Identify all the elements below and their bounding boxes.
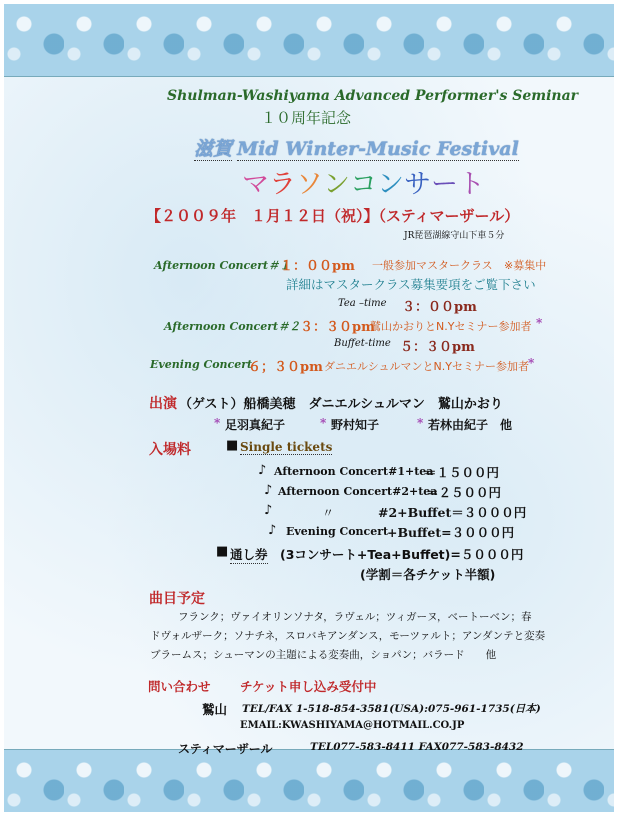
afternoon2-time: ３：３０pm — [300, 320, 375, 335]
marathon-title-char: ン — [323, 169, 350, 200]
afternoon1-label: Afternoon Concert＃１ — [154, 259, 291, 272]
date-venue: 【２００９年 １月１２日（祝）】（スティマーザール） — [146, 207, 520, 225]
single-tickets-label: Single tickets — [240, 440, 333, 454]
afternoon1-time: １：００pm — [280, 259, 355, 274]
buffet-label: Buffet-time — [334, 338, 391, 349]
contact-name-venue: スティマーザール — [178, 742, 273, 756]
repertoire-line: フランク；ヴァイオリンソナタ，ラヴェル；ツィガーヌ，ベートーベン；春 — [178, 611, 532, 623]
ticket-sales-note: チケット申し込み受付中 — [240, 679, 377, 694]
repertoire-line: ブラームス；シューマンの主題による変奏曲，ショパン；バラード 他 — [150, 649, 497, 661]
contact-phone-venue: TEL077-583-8411 FAX077-583-8432 — [310, 741, 524, 753]
ticket-note-icon: ♪ — [264, 483, 273, 498]
anniversary-text: １０周年記念 — [261, 109, 352, 127]
afternoon2-star: * — [536, 316, 543, 330]
evening-desc: ダニエルシュルマンとN.Yセミナー参加者 — [324, 360, 529, 373]
evening-label: Evening Concert — [150, 358, 253, 371]
guest-performers: （ゲスト）船橋美穂 ダニエルシュルマン 鷲山かおり — [179, 397, 503, 412]
ticket1-price: ＝１５００円 — [424, 465, 500, 480]
marathon-title-char: サ — [404, 169, 431, 200]
evening-star: * — [528, 356, 535, 370]
ticket3-price: #2+Buffet＝３０００円 — [378, 505, 527, 520]
festival-title — [194, 134, 519, 161]
pass-label: 通し券 — [230, 547, 268, 562]
top-divider — [4, 76, 614, 77]
bottom-paisley-border — [4, 750, 614, 812]
ticket-note-icon: ♪ — [258, 463, 267, 478]
tea-time: ３：００pm — [402, 300, 477, 315]
performer1-star: * — [214, 416, 221, 430]
contact-phone-washiyama: TEL/FAX 1-518-854-3581(USA):075-961-1735(日本) — [242, 703, 541, 715]
marathon-title-char: コ — [350, 169, 377, 200]
details-note: 詳細はマスタークラス募集要項をご覧下さい — [286, 277, 536, 292]
marathon-title-char: ト — [458, 169, 485, 200]
marathon-title-char: ラ — [269, 169, 296, 200]
contact-label: 問い合わせ — [148, 679, 211, 694]
festival-name: Mid Winter-Music Festival — [237, 138, 519, 160]
ticket-note-icon: ♪ — [268, 523, 277, 538]
afternoon2-desc: 鷲山かおりとN.Yセミナー参加者 — [370, 320, 532, 333]
ticket1-name: Afternoon Concert#1+tea — [274, 465, 434, 478]
tickets-label: 入場料 — [149, 442, 191, 458]
performer3-star: * — [417, 416, 424, 430]
ticket4-price: +Buffet=３０００円 — [387, 525, 515, 540]
performer2-star: * — [320, 416, 327, 430]
repertoire-line: ドヴォルザーク；ソナチネ，スロバキアンダンス，モーツァルト；アンダンテと変奏 — [150, 630, 546, 642]
pass-marker: ■ — [216, 544, 229, 559]
afternoon1-note: ※募集中 — [504, 259, 547, 272]
marathon-concert-title — [242, 162, 485, 201]
ticket2-name: Afternoon Concert#2+tea — [278, 485, 438, 498]
contact-name-washiyama: 鷲山 — [202, 702, 228, 717]
evening-time: ６；３０pm — [248, 360, 323, 375]
ditto-mark: 〃 — [322, 506, 335, 520]
afternoon2-label: Afternoon Concert＃２ — [164, 320, 301, 333]
performer1: 足羽真紀子 — [225, 418, 286, 432]
tea-label: Tea –time — [338, 298, 387, 309]
marathon-title-char: マ — [242, 169, 269, 200]
access-note: JR琵琶湖線守山下車５分 — [404, 231, 505, 241]
flyer — [4, 4, 614, 812]
marathon-title-char: ン — [377, 169, 404, 200]
marathon-title-char: ー — [431, 169, 458, 200]
contact-email: EMAIL:KWASHIYAMA@HOTMAIL.CO.JP — [240, 720, 465, 731]
festival-prefix: 滋賀 — [194, 138, 233, 160]
single-marker: ■ — [226, 438, 239, 453]
performer3: 若林由紀子 他 — [428, 418, 513, 432]
buffet-time: ５：３０pm — [400, 340, 475, 355]
performer2: 野村知子 — [331, 418, 380, 432]
ticket4-name: Evening Concert — [286, 525, 389, 538]
top-paisley-border — [4, 4, 614, 76]
seminar-title: Shulman-Washiyama Advanced Performer's Seminar — [167, 88, 579, 104]
pass-desc: (3コンサート+Tea+Buffet)=５０００円 — [280, 547, 524, 562]
performers-label: 出演 — [149, 396, 177, 412]
repertoire-label: 曲目予定 — [149, 591, 205, 607]
ticket2-price: ＝２５００円 — [426, 485, 502, 500]
ticket-note-icon: ♪ — [264, 503, 273, 518]
marathon-title-char: ソ — [296, 169, 323, 200]
afternoon1-desc: 一般参加マスタークラス — [372, 259, 493, 272]
student-discount: (学割＝各チケット半額) — [360, 567, 496, 582]
